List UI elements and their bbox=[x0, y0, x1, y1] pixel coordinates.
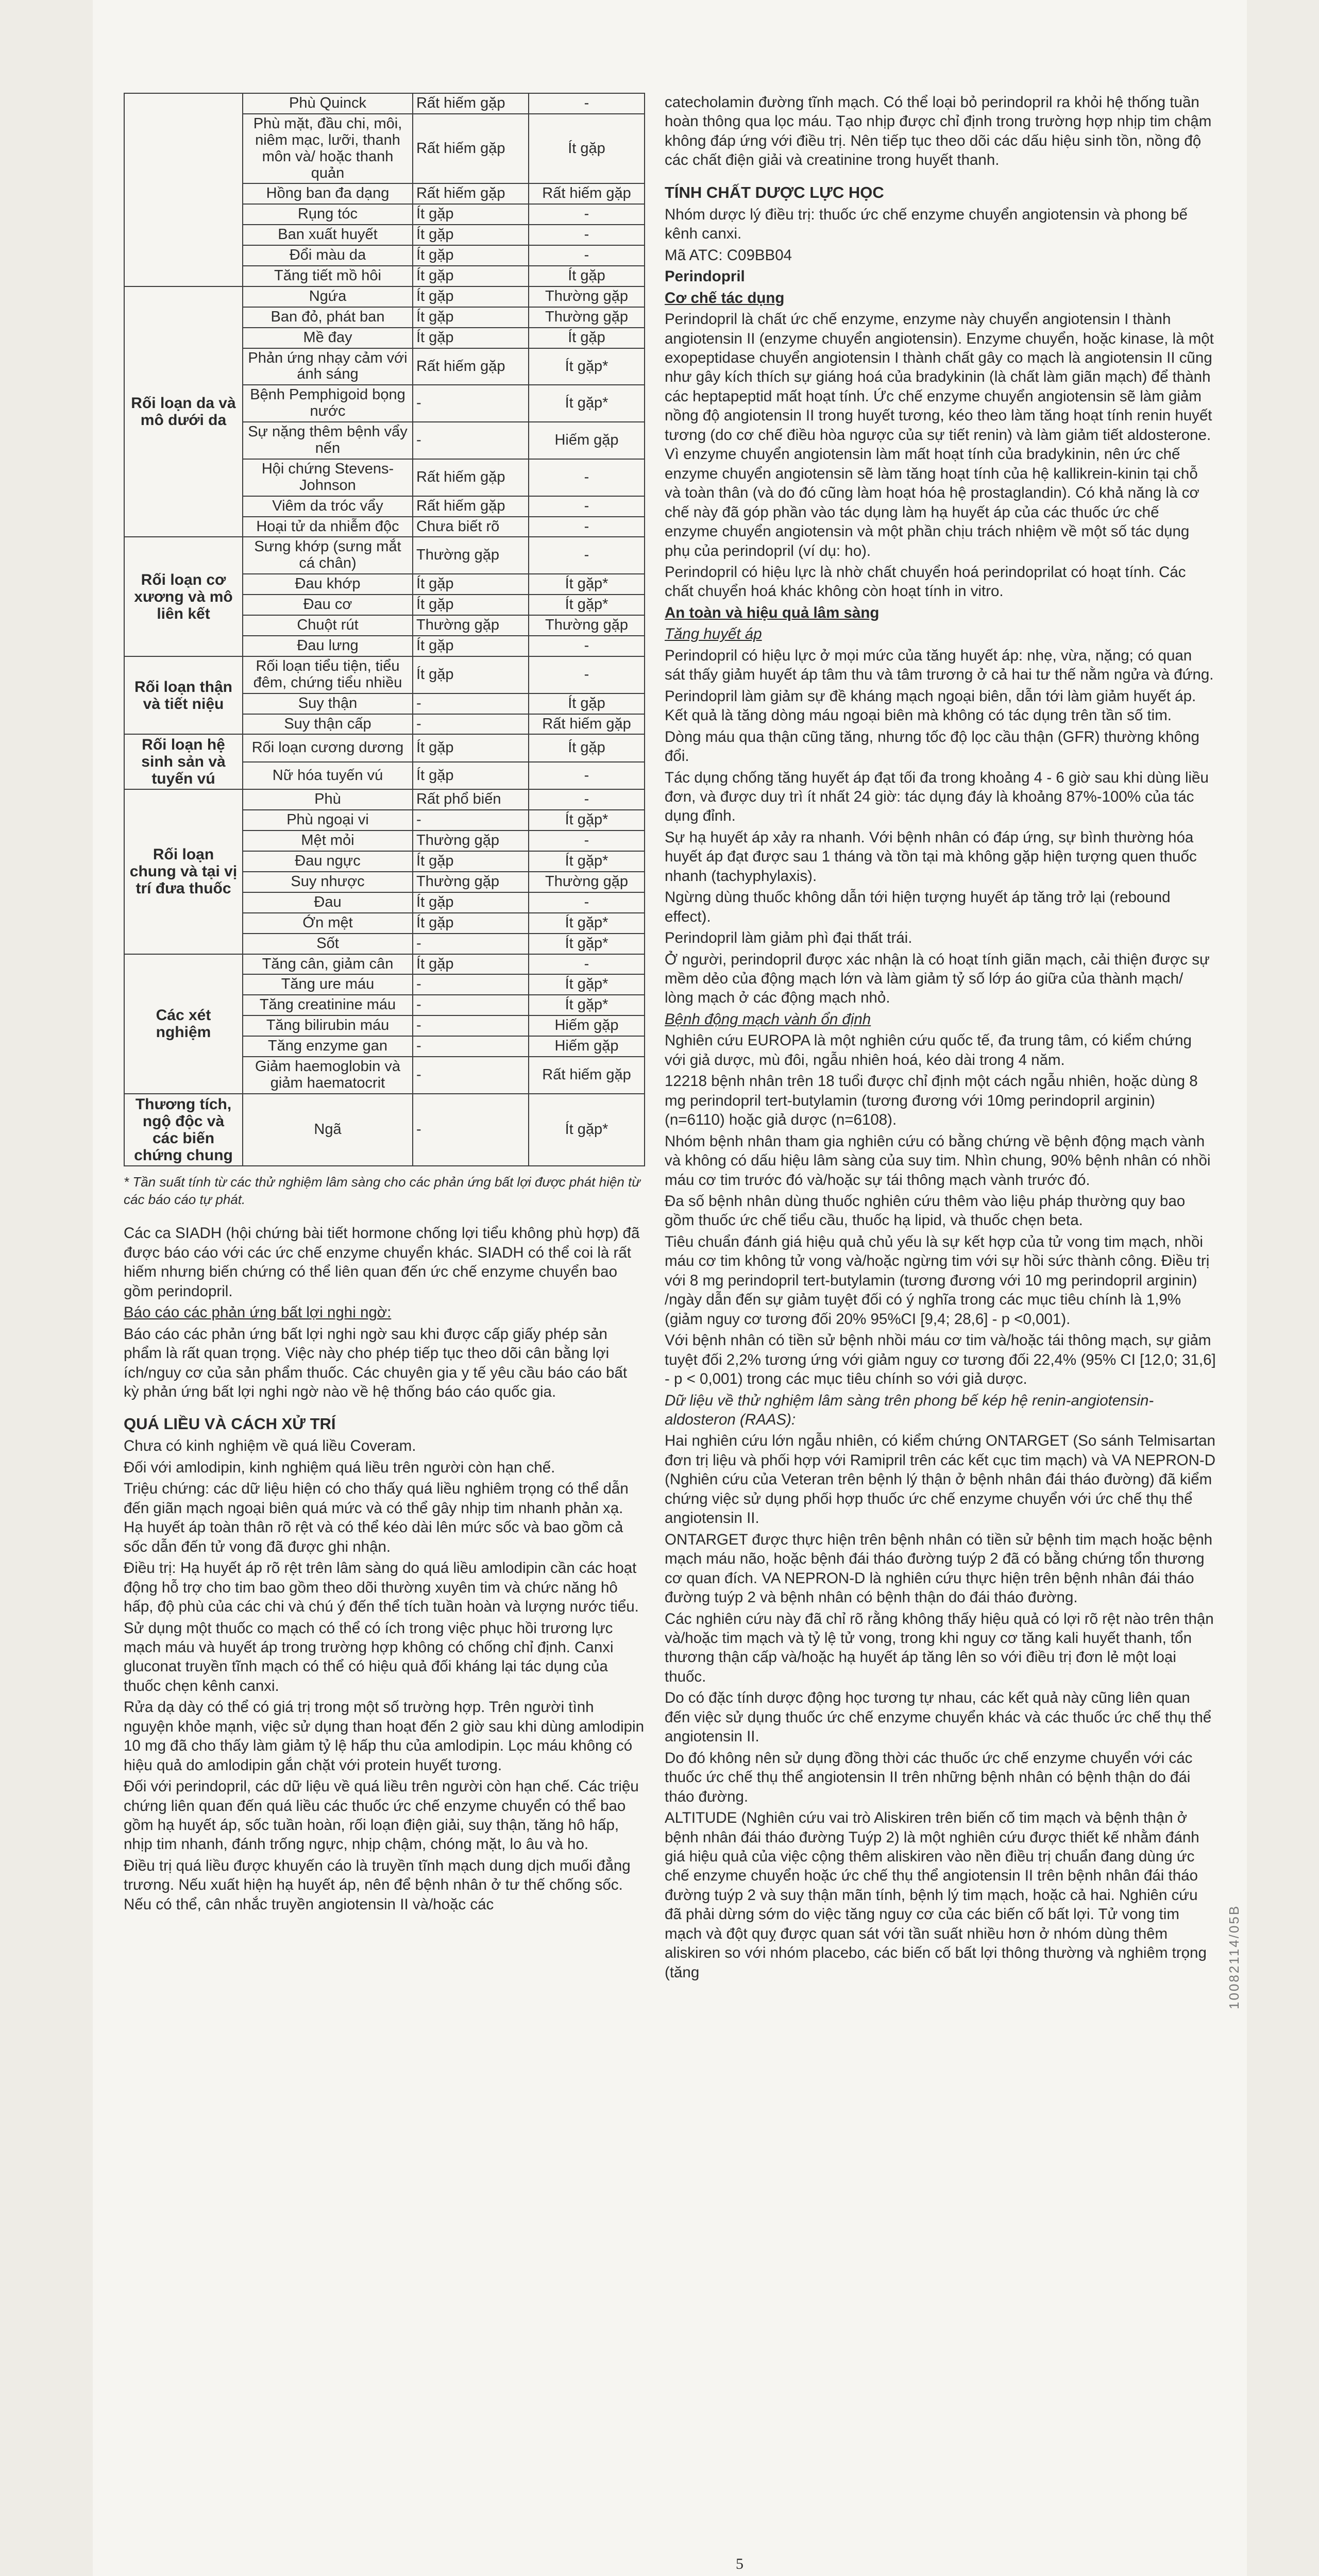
amlodipine-frequency-cell: - bbox=[413, 810, 529, 831]
cad-paragraph: Nhóm bệnh nhân tham gia nghiên cứu có bằng chứng về bệnh động mạch vành và không có dấu hiệu lâm sàng của suy tim. Nhìn chung, 90% bệnh nhân có nhồi máu cơ tim trước đó và/hoặc sự tái thông mạch vành trước đó. bbox=[665, 1132, 1211, 1189]
effect-name-cell: Hội chứng Stevens-Johnson bbox=[243, 459, 413, 496]
amlodipine-frequency-cell: Thường gặp bbox=[413, 872, 529, 892]
perindopril-frequency-cell: - bbox=[529, 517, 645, 537]
perindopril-frequency-cell: - bbox=[529, 831, 645, 851]
amlodipine-frequency-cell: Thường gặp bbox=[413, 537, 529, 574]
siadh-paragraph: Các ca SIADH (hội chứng bài tiết hormone chống lợi tiểu không phù hợp) đã được báo cáo với các ức chế enzyme chuyển khác. SIADH có thể coi là rất hiếm nhưng biến chứng có thể liên quan đến ức chế enzyme chuyển bao gồm perindopril. bbox=[124, 1225, 640, 1300]
hypertension-section bbox=[665, 646, 1216, 1008]
cad-paragraph: Tiêu chuẩn đánh giá hiệu quả chủ yếu là sự kết hợp của tử vong tim mạch, nhồi máu cơ tim không tử vong và/hoặc ngừng tim với sự hồi sức thành công. Điều trị với 8 mg perindopril tert-butylamin (tương đương với 10 mg perindopril arginin) /ngày dẫn đến sự giảm tuyệt đối có ý nghĩa trong các mục tiêu chính là 1,9% (giảm nguy cơ tương đối 20% 95%CI [9,4; 28,6] - p <0,001). bbox=[665, 1233, 1210, 1328]
perindopril-frequency-cell: Ít gặp* bbox=[529, 851, 645, 872]
effect-name-cell: Ban đỏ, phát ban bbox=[243, 307, 413, 328]
effect-name-cell: Suy nhược bbox=[243, 872, 413, 892]
amlodipine-frequency-cell: Ít gặp bbox=[413, 328, 529, 348]
hypertension-paragraph: Perindopril làm giảm phì đại thất trái. bbox=[665, 929, 912, 947]
perindopril-frequency-cell: Ít gặp* bbox=[529, 385, 645, 422]
metabolite-paragraph: Perindopril có hiệu lực là nhờ chất chuyển hoá perindoprilat có hoạt tính. Các chất chuyển hoá khác không còn hoạt tính in vitro. bbox=[665, 563, 1186, 600]
amlodipine-frequency-cell: Ít gặp bbox=[413, 734, 529, 762]
effect-name-cell: Mề đay bbox=[243, 328, 413, 348]
hypertension-paragraph: Perindopril làm giảm sự đề kháng mạch ngoại biên, dẫn tới làm giảm huyết áp. Kết quả là tăng dòng máu ngoại biên mà không có tác dụng trên tần số tim. bbox=[665, 687, 1196, 724]
effect-name-cell: Đổi màu da bbox=[243, 245, 413, 266]
raas-paragraph: Hai nghiên cứu lớn ngẫu nhiên, có kiểm chứng ONTARGET (So sánh Telmisartan đơn trị liệu và phối hợp với Ramipril trên các kết cục tim mạch) và VA NEPRON-D (Nghiên cứu của Veteran trên bệnh lý thận ở bệnh nhân đái tháo đường) đã kiểm chứng việc sử dụng phối hợp thuốc ức chế enzyme chuyển với ức chế thụ thể angiotensin II. bbox=[665, 1432, 1216, 1527]
effect-name-cell: Mệt mỏi bbox=[243, 831, 413, 851]
overdose-paragraph: Triệu chứng: các dữ liệu hiện có cho thấy quá liều nghiêm trọng có thể dẫn đến giãn mạch ngoại biên quá mức và có thể gây nhịp tim nhanh phản xạ. Hạ huyết áp toàn thân rõ rệt và có thể kéo dài lên mức sốc và bao gồm cả sốc dẫn đến tử vong đã được ghi nhận. bbox=[124, 1480, 629, 1555]
overdose-paragraph: Đối với amlodipin, kinh nghiệm quá liều trên người còn hạn chế. bbox=[124, 1459, 555, 1476]
table-row bbox=[124, 656, 645, 693]
category-cell: Rối loạn hệ sinh sản và tuyến vú bbox=[124, 734, 243, 789]
amlodipine-frequency-cell: - bbox=[413, 385, 529, 422]
amlodipine-frequency-cell: Ít gặp bbox=[413, 307, 529, 328]
amlodipine-frequency-cell: - bbox=[413, 714, 529, 735]
table-row bbox=[124, 93, 645, 114]
mechanism-paragraph: Perindopril là chất ức chế enzyme, enzyme này chuyển angiotensin I thành angiotensin II (enzyme chuyển angiotensin). Enzyme chuyển, hoặc kinase, là một exopeptidase chuyển angiotensin I thành chất gây co mạch là angiotensin II cũng như gây kích thích sự giáng hoá của bradykinin (là chất làm giãn mạch) để thành các heptapeptid mất hoạt tính. Ức chế enzyme chuyển angiotensin sẽ làm giảm nồng độ angiotensin II trong huyết tương, kéo theo làm tăng hoạt tính renin huyết tương (do cơ chế điều hòa ngược của sự tiết renin) và làm giảm tiết aldosterone. Vì enzyme chuyển angiotensin làm mất hoạt tính của bradykinin, nên ức chế enzyme chuyển angiotensin sẽ làm tăng hoạt tính của hệ kallikrein-kinin tại chỗ và toàn thân (và do đó cũng làm hoạt hóa hệ prostaglandin). Có khả năng là cơ chế này đã góp phần vào tác dụng làm hạ huyết áp của các thuốc ức chế enzyme chuyển angiotensin và một phần chịu trách nhiệm về một số tác dụng phụ của perindopril (ví dụ: ho). bbox=[665, 311, 1214, 560]
perindopril-frequency-cell: Thường gặp bbox=[529, 615, 645, 636]
perindopril-frequency-cell: - bbox=[529, 496, 645, 517]
amlodipine-frequency-cell: - bbox=[413, 974, 529, 995]
effect-name-cell: Sự nặng thêm bệnh vẩy nến bbox=[243, 422, 413, 459]
amlodipine-frequency-cell: - bbox=[413, 995, 529, 1015]
cad-section bbox=[665, 1031, 1216, 1388]
pharmacotherapeutic-group: Nhóm dược lý điều trị: thuốc ức chế enzyme chuyển angiotensin và phong bế kênh canxi. bbox=[665, 206, 1188, 243]
amlodipine-frequency-cell: Thường gặp bbox=[413, 831, 529, 851]
perindopril-frequency-cell: Rất hiếm gặp bbox=[529, 714, 645, 735]
perindopril-frequency-cell: Ít gặp bbox=[529, 734, 645, 762]
amlodipine-frequency-cell: Ít gặp bbox=[413, 266, 529, 286]
raas-paragraph: Các nghiên cứu này đã chỉ rõ rằng không thấy hiệu quả có lợi rõ rệt nào trên thận và/hoặc tim mạch và tỷ lệ tử vong, trong khi nguy cơ tăng kali huyết thanh, tổn thương thận cấp và/hoặc hạ huyết áp tăng lên so với điều trị đơn lẻ một loại thuốc. bbox=[665, 1610, 1214, 1685]
perindopril-frequency-cell: - bbox=[529, 93, 645, 114]
amlodipine-frequency-cell: Rất hiếm gặp bbox=[413, 183, 529, 204]
amlodipine-frequency-cell: Ít gặp bbox=[413, 636, 529, 656]
effect-name-cell: Ngứa bbox=[243, 286, 413, 307]
amlodipine-frequency-cell: Ít gặp bbox=[413, 656, 529, 693]
effect-name-cell: Viêm da tróc vẩy bbox=[243, 496, 413, 517]
category-cell: Thương tích, ngộ độc và các biến chứng chung bbox=[124, 1094, 243, 1166]
cad-paragraph: 12218 bệnh nhân trên 18 tuổi được chỉ định một cách ngẫu nhiên, hoặc dùng 8 mg perindopril tert-butylamin (tương đương với 10mg perindopril arginin) (n=6110) hoặc giả dược (n=6108). bbox=[665, 1073, 1198, 1129]
effect-name-cell: Ớn mệt bbox=[243, 913, 413, 934]
perindopril-frequency-cell: - bbox=[529, 225, 645, 245]
perindopril-frequency-cell: - bbox=[529, 636, 645, 656]
effect-name-cell: Ban xuất huyết bbox=[243, 225, 413, 245]
amlodipine-frequency-cell: Rất hiếm gặp bbox=[413, 459, 529, 496]
perindopril-frequency-cell: Ít gặp* bbox=[529, 595, 645, 615]
table-footnote: * Tần suất tính từ các thử nghiệm lâm sàng cho các phản ứng bất lợi được phát hiện từ các báo cáo tự phát. bbox=[124, 1174, 640, 1207]
effect-name-cell: Sốt bbox=[243, 934, 413, 954]
amlodipine-frequency-cell: Rất hiếm gặp bbox=[413, 496, 529, 517]
perindopril-frequency-cell: Rất hiếm gặp bbox=[529, 183, 645, 204]
amlodipine-frequency-cell: Rất hiếm gặp bbox=[413, 93, 529, 114]
perindopril-frequency-cell: Hiếm gặp bbox=[529, 1036, 645, 1057]
perindopril-frequency-cell: Ít gặp bbox=[529, 693, 645, 714]
amlodipine-frequency-cell: Ít gặp bbox=[413, 851, 529, 872]
side-code: 10082114/05B bbox=[1226, 1904, 1242, 2009]
effect-name-cell: Phù ngoại vi bbox=[243, 810, 413, 831]
hypertension-paragraph: Dòng máu qua thận cũng tăng, nhưng tốc độ lọc cầu thận (GFR) thường không đổi. bbox=[665, 728, 1199, 765]
amlodipine-frequency-cell: Ít gặp bbox=[413, 954, 529, 975]
effect-name-cell: Đau khớp bbox=[243, 574, 413, 595]
perindopril-frequency-cell: - bbox=[529, 762, 645, 790]
effect-name-cell: Phù Quinck bbox=[243, 93, 413, 114]
report-title: Báo cáo các phản ứng bất lợi nghi ngờ: bbox=[124, 1304, 392, 1321]
hypertension-paragraph: Tác dụng chống tăng huyết áp đạt tối đa trong khoảng 4 - 6 giờ sau khi dùng liều đơn, và được duy trì ít nhất 24 giờ: tác dụng đáy là khoảng 87%-100% của tác dụng đỉnh. bbox=[665, 769, 1209, 825]
amlodipine-frequency-cell: Ít gặp bbox=[413, 913, 529, 934]
amlodipine-frequency-cell: - bbox=[413, 422, 529, 459]
perindopril-frequency-cell: Ít gặp* bbox=[529, 934, 645, 954]
amlodipine-frequency-cell: Rất hiếm gặp bbox=[413, 348, 529, 385]
table-row bbox=[124, 1094, 645, 1166]
amlodipine-frequency-cell: - bbox=[413, 1057, 529, 1094]
raas-paragraph: ONTARGET được thực hiện trên bệnh nhân có tiền sử bệnh tim mạch hoặc bệnh mạch máu não, hoặc bệnh đái tháo đường tuýp 2 đã có bằng chứng tổn thương cơ quan đích. VA NEPRON-D là nghiên cứu thực hiện trên bệnh nhân đái tháo đường tuýp 2 và bệnh nhân có bệnh thận do đái tháo đường. bbox=[665, 1531, 1213, 1606]
left-column bbox=[124, 93, 644, 1916]
overdose-paragraph: Rửa dạ dày có thể có giá trị trong một số trường hợp. Trên người tình nguyện khỏe mạnh, việc sử dụng than hoạt đến 2 giờ sau khi dùng amlodipin 10 mg đã cho thấy làm giảm tỷ lệ hấp thu của amlodipin. Lọc máu không có hiệu quả do amlodipin gắn chặt với protein huyết tương. bbox=[124, 1699, 645, 1774]
table-row bbox=[124, 954, 645, 975]
perindopril-frequency-cell: - bbox=[529, 954, 645, 975]
raas-paragraph: Do có đặc tính dược động học tương tự nhau, các kết quả này cũng liên quan đến việc sử dụng thuốc ức chế enzyme chuyển khác và các thuốc ức chế thụ thể angiotensin II. bbox=[665, 1689, 1212, 1745]
safety-efficacy-heading: An toàn và hiệu quả lâm sàng bbox=[665, 604, 880, 621]
effect-name-cell: Rụng tóc bbox=[243, 204, 413, 225]
perindopril-frequency-cell: Ít gặp* bbox=[529, 974, 645, 995]
amlodipine-frequency-cell: Rất phổ biến bbox=[413, 789, 529, 810]
effect-name-cell: Đau lưng bbox=[243, 636, 413, 656]
perindopril-frequency-cell: Thường gặp bbox=[529, 307, 645, 328]
perindopril-frequency-cell: - bbox=[529, 537, 645, 574]
effect-name-cell: Chuột rút bbox=[243, 615, 413, 636]
perindopril-frequency-cell: - bbox=[529, 204, 645, 225]
amlodipine-frequency-cell: - bbox=[413, 1036, 529, 1057]
cad-paragraph: Nghiên cứu EUROPA là một nghiên cứu quốc tế, đa trung tâm, có kiểm chứng với giả dược, mù đôi, ngẫu nhiên hoá, kéo dài trong 4 năm. bbox=[665, 1032, 1192, 1069]
amlodipine-frequency-cell: Ít gặp bbox=[413, 225, 529, 245]
overdose-paragraph: Sử dụng một thuốc co mạch có thể có ích trong việc phục hồi trương lực mạch máu và huyết áp trong trường hợp không có chống chỉ định. Canxi gluconat truyền tĩnh mạch có thể có hiệu quả đối kháng lại tác dụng của thuốc chẹn kênh canxi. bbox=[124, 1619, 614, 1694]
category-cell: Các xét nghiệm bbox=[124, 954, 243, 1094]
amlodipine-frequency-cell: - bbox=[413, 1094, 529, 1166]
effect-name-cell: Tăng enzyme gan bbox=[243, 1036, 413, 1057]
amlodipine-frequency-cell: - bbox=[413, 693, 529, 714]
cad-paragraph: Với bệnh nhân có tiền sử bệnh nhồi máu cơ tim và/hoặc tái thông mạch, sự giảm tuyệt đối 2,2% tương ứng với giảm nguy cơ tương đối 22,4% (95% CI [12,0; 31,6] - p < 0,001) trong các mục tiêu chính so với giả dược. bbox=[665, 1332, 1216, 1388]
effect-name-cell: Tăng bilirubin máu bbox=[243, 1015, 413, 1036]
perindopril-frequency-cell: Hiếm gặp bbox=[529, 422, 645, 459]
effect-name-cell: Phản ứng nhạy cảm với ánh sáng bbox=[243, 348, 413, 385]
table-row bbox=[124, 537, 645, 574]
perindopril-frequency-cell: Hiếm gặp bbox=[529, 1015, 645, 1036]
effect-name-cell: Phù mặt, đầu chi, môi, niêm mạc, lưỡi, thanh môn và/ hoặc thanh quản bbox=[243, 114, 413, 184]
mechanism-heading: Cơ chế tác dụng bbox=[665, 289, 785, 307]
effect-name-cell: Nữ hóa tuyến vú bbox=[243, 762, 413, 790]
overdose-paragraph: Đối với perindopril, các dữ liệu về quá liều trên người còn hạn chế. Các triệu chứng liên quan đến quá liều các thuốc ức chế enzyme chuyển có thể bao gồm hạ huyết áp, sốc tuần hoàn, rối loạn điện giải, suy thận, tăng hô hấp, nhịp tim nhanh, đánh trống ngực, nhịp chậm, chóng mặt, lo âu và ho. bbox=[124, 1778, 639, 1853]
effect-name-cell: Hồng ban đa dạng bbox=[243, 183, 413, 204]
amlodipine-frequency-cell: Ít gặp bbox=[413, 892, 529, 913]
amlodipine-frequency-cell: Ít gặp bbox=[413, 245, 529, 266]
perindopril-frequency-cell: Ít gặp* bbox=[529, 574, 645, 595]
table-row bbox=[124, 789, 645, 810]
category-cell: Rối loạn chung và tại vị trí đưa thuốc bbox=[124, 789, 243, 954]
cad-heading: Bệnh động mạch vành ổn định bbox=[665, 1010, 871, 1028]
category-cell: Rối loạn da và mô dưới da bbox=[124, 286, 243, 537]
amlodipine-frequency-cell: Ít gặp bbox=[413, 286, 529, 307]
amlodipine-frequency-cell: - bbox=[413, 1015, 529, 1036]
hypertension-paragraph: Perindopril có hiệu lực ở mọi mức của tăng huyết áp: nhẹ, vừa, nặng; có quan sát thấy giảm huyết áp tâm thu và tâm trương ở cả hai tư thế nằm ngửa và đứng. bbox=[665, 647, 1214, 684]
category-cell: Rối loạn cơ xương và mô liên kết bbox=[124, 537, 243, 656]
category-cell bbox=[124, 93, 243, 286]
perindopril-frequency-cell: Thường gặp bbox=[529, 872, 645, 892]
amlodipine-frequency-cell: Ít gặp bbox=[413, 595, 529, 615]
effect-name-cell: Phù bbox=[243, 789, 413, 810]
overdose-heading: QUÁ LIỀU VÀ CÁCH XỬ TRÍ bbox=[124, 1415, 336, 1433]
hypertension-heading: Tăng huyết áp bbox=[665, 625, 762, 643]
perindopril-frequency-cell: Ít gặp bbox=[529, 266, 645, 286]
effect-name-cell: Tăng cân, giảm cân bbox=[243, 954, 413, 975]
amlodipine-frequency-cell: Ít gặp bbox=[413, 204, 529, 225]
perindopril-frequency-cell: Ít gặp bbox=[529, 328, 645, 348]
perindopril-frequency-cell: - bbox=[529, 459, 645, 496]
pharmacodynamics-heading: TÍNH CHẤT DƯỢC LỰC HỌC bbox=[665, 183, 884, 201]
amlodipine-frequency-cell: - bbox=[413, 934, 529, 954]
perindopril-frequency-cell: - bbox=[529, 789, 645, 810]
effect-name-cell: Ngã bbox=[243, 1094, 413, 1166]
effect-name-cell: Tăng ure máu bbox=[243, 974, 413, 995]
adverse-effects-table bbox=[124, 93, 645, 1166]
page bbox=[93, 0, 1247, 2576]
effect-name-cell: Đau bbox=[243, 892, 413, 913]
effect-name-cell: Sưng khớp (sưng mắt cá chân) bbox=[243, 537, 413, 574]
category-cell: Rối loạn thận và tiết niệu bbox=[124, 656, 243, 735]
amlodipine-frequency-cell: Ít gặp bbox=[413, 762, 529, 790]
perindopril-frequency-cell: Rất hiếm gặp bbox=[529, 1057, 645, 1094]
overdose-paragraph: Chưa có kinh nghiệm về quá liều Coveram. bbox=[124, 1437, 416, 1455]
perindopril-frequency-cell: - bbox=[529, 892, 645, 913]
perindopril-frequency-cell: Ít gặp* bbox=[529, 810, 645, 831]
hypertension-paragraph: Ở người, perindopril được xác nhận là có hoạt tính giãn mạch, cải thiện được sự mềm dẻo của động mạch lớn và làm giảm tỷ số lớp áo giữa của thành mạch/ lòng mạch ở các động mạch nhỏ. bbox=[665, 951, 1210, 1007]
effect-name-cell: Suy thận bbox=[243, 693, 413, 714]
perindopril-frequency-cell: Ít gặp bbox=[529, 114, 645, 184]
effect-name-cell: Tăng creatinine máu bbox=[243, 995, 413, 1015]
amlodipine-frequency-cell: Rất hiếm gặp bbox=[413, 114, 529, 184]
amlodipine-frequency-cell: Ít gặp bbox=[413, 574, 529, 595]
overdose-paragraph: Điều trị: Hạ huyết áp rõ rệt trên lâm sàng do quá liều amlodipin cần các hoạt động hỗ trợ cho tim bao gồm theo dõi thường xuyên tim và chức năng hô hấp, độ phù của các chi và chú ý đến thể tích tuần hoàn và lượng nước tiểu. bbox=[124, 1560, 639, 1616]
raas-section bbox=[665, 1431, 1216, 1982]
perindopril-frequency-cell: Ít gặp* bbox=[529, 913, 645, 934]
effect-name-cell: Hoại tử da nhiễm độc bbox=[243, 517, 413, 537]
effect-name-cell: Rối loạn cương dương bbox=[243, 734, 413, 762]
cad-paragraph: Đa số bệnh nhân dùng thuốc nghiên cứu thêm vào liệu pháp thường quy bao gồm thuốc ức chế tiểu cầu, thuốc hạ lipid, và thuốc chẹn beta. bbox=[665, 1193, 1186, 1229]
effect-name-cell: Giảm haemoglobin và giảm haematocrit bbox=[243, 1057, 413, 1094]
overdose-paragraph: Điều trị quá liều được khuyến cáo là truyền tĩnh mạch dung dịch muối đẳng trương. Nếu xuất hiện hạ huyết áp, nên để bệnh nhân ở tư thế chống sốc. Nếu có thể, cân nhắc truyền angiotensin II và/hoặc các bbox=[124, 1857, 631, 1913]
perindopril-frequency-cell: - bbox=[529, 245, 645, 266]
perindopril-heading: Perindopril bbox=[665, 268, 745, 285]
perindopril-frequency-cell: Ít gặp* bbox=[529, 1094, 645, 1166]
perindopril-frequency-cell: Thường gặp bbox=[529, 286, 645, 307]
report-paragraph: Báo cáo các phản ứng bất lợi nghi ngờ sau khi được cấp giấy phép sản phẩm là rất quan trọng. Việc này cho phép tiếp tục theo dõi cân bằng lợi ích/nguy cơ của sản phẩm thuốc. Các chuyên gia y tế yêu cầu báo cáo bất kỳ phản ứng bất lợi nghi ngờ nào về hệ thống báo cáo quốc gia. bbox=[124, 1325, 628, 1400]
raas-paragraph: ALTITUDE (Nghiên cứu vai trò Aliskiren trên biến cố tim mạch và bệnh thận ở bệnh nhân đái tháo đường Tuýp 2) là một nghiên cứu được thiết kế nhằm đánh giá hiệu quả của việc cộng thêm aliskiren vào nền điều trị chuẩn đang dùng ức chế enzyme chuyển hoặc ức chế thụ thể angiotensin II trên bệnh nhân đái tháo đường tuýp 2 và suy thận mãn tính, bệnh lý tim mạch, hoặc cả hai. Nghiên cứu đã phải dừng sớm do việc tăng nguy cơ của các biến cố bất lợi. Tử vong tim mạch và đột quỵ được quan sát với tần suất nhiều hơn ở nhóm dùng thêm aliskiren so với nhóm placebo, các biến cố bất lợi thông thường và nghiêm trọng (tăng bbox=[665, 1809, 1207, 1981]
overdose-continuation: catecholamin đường tĩnh mạch. Có thể loại bỏ perindopril ra khỏi hệ thống tuần hoàn thông qua lọc máu. Tạo nhịp được chỉ định trong trường hợp nhịp tim chậm không đáp ứng với điều trị. Nên tiếp tục theo dõi các dấu hiệu sinh tồn, nồng độ các chất điện giải và creatinine trong huyết thanh. bbox=[665, 94, 1212, 169]
raas-paragraph: Do đó không nên sử dụng đồng thời các thuốc ức chế enzyme chuyển với các thuốc ức chế thụ thể angiotensin II trên những bệnh nhân có bệnh thận do đái tháo đường. bbox=[665, 1749, 1193, 1805]
overdose-section bbox=[124, 1436, 644, 1914]
effect-name-cell: Đau ngực bbox=[243, 851, 413, 872]
table-row bbox=[124, 734, 645, 762]
page-number: 5 bbox=[736, 2555, 743, 2572]
effect-name-cell: Đau cơ bbox=[243, 595, 413, 615]
perindopril-frequency-cell: Ít gặp* bbox=[529, 995, 645, 1015]
perindopril-frequency-cell: Ít gặp* bbox=[529, 348, 645, 385]
hypertension-paragraph: Sự hạ huyết áp xảy ra nhanh. Với bệnh nhân có đáp ứng, sự bình thường hóa huyết áp đạt được sau 1 tháng và tồn tại mà không gặp hiện tượng quen thuốc nhanh (tachyphylaxis). bbox=[665, 828, 1197, 885]
table-row bbox=[124, 286, 645, 307]
hypertension-paragraph: Ngừng dùng thuốc không dẫn tới hiện tượng huyết áp tăng trở lại (rebound effect). bbox=[665, 889, 1171, 925]
effect-name-cell: Tăng tiết mồ hôi bbox=[243, 266, 413, 286]
effect-name-cell: Suy thận cấp bbox=[243, 714, 413, 735]
effect-name-cell: Bệnh Pemphigoid bọng nước bbox=[243, 385, 413, 422]
effect-name-cell: Rối loạn tiểu tiện, tiểu đêm, chứng tiểu nhiều bbox=[243, 656, 413, 693]
raas-heading: Dữ liệu về thử nghiệm lâm sàng trên phong bế kép hệ renin-angiotensin-aldosteron (RAAS): bbox=[665, 1392, 1154, 1428]
amlodipine-frequency-cell: Chưa biết rõ bbox=[413, 517, 529, 537]
perindopril-frequency-cell: - bbox=[529, 656, 645, 693]
amlodipine-frequency-cell: Thường gặp bbox=[413, 615, 529, 636]
right-column bbox=[665, 93, 1216, 1984]
atc-code: Mã ATC: C09BB04 bbox=[665, 246, 792, 264]
